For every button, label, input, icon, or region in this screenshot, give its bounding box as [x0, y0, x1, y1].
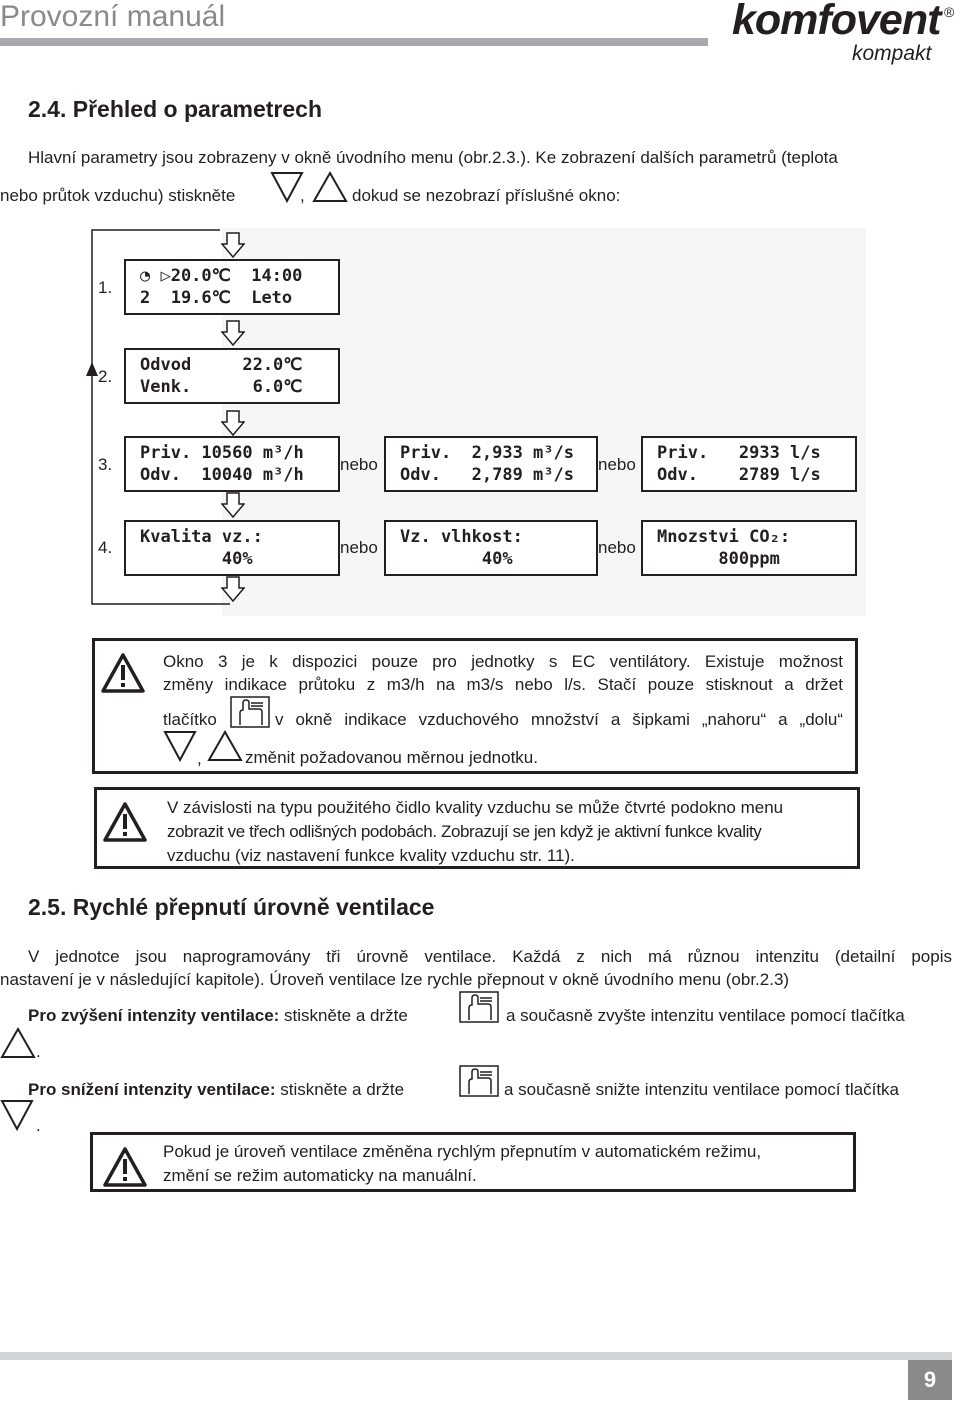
header-rule — [0, 38, 708, 46]
nebo-label: nebo — [340, 455, 378, 474]
down-arrow-icon — [221, 410, 245, 436]
down-arrow-icon — [221, 232, 245, 258]
nebo-label: nebo — [598, 455, 636, 474]
intro-comma: , — [300, 186, 305, 205]
footer-rule — [0, 1352, 952, 1360]
hand-button-icon — [229, 695, 271, 729]
warning-text-line1: Okno 3 je k dispozici pouze pro jednotky s EC ventilátory. Existuje možnost — [163, 652, 843, 671]
lcd-screen-4a: Kvalita vz.: 40% — [124, 520, 340, 576]
down-triangle-icon — [163, 729, 197, 763]
down-triangle-icon — [270, 170, 304, 204]
increase-instruction — [28, 1004, 408, 1028]
warning-triangle-icon — [103, 1147, 147, 1187]
page-number: 9 — [908, 1360, 952, 1400]
warning-text-line3: vzduchu (viz nastavení funkce kvality vzduchu str. 11). — [167, 846, 575, 865]
warning-triangle-icon — [101, 653, 145, 693]
hand-button-icon — [458, 1064, 500, 1098]
warning-comma: , — [197, 749, 202, 768]
warning-text-line2: změny indikace průtoku z m3/h na m3/s nebo l/s. Stačí pouze stisknout a držet — [163, 675, 843, 694]
increase-instruction-text: stiskněte a držte — [284, 1006, 408, 1025]
warning-text-line4: změnit požadovanou měrnou jednotku. — [245, 748, 538, 767]
warning-text-line2: změní se režim automaticky na manuální. — [163, 1166, 477, 1185]
intro-text-line2c: dokud se nezobrazí příslušné okno: — [352, 186, 621, 205]
warning-text-line3b: v okně indikace vzduchového množství a šipkami „nahoru“ a „dolu“ — [275, 710, 843, 729]
decrease-instruction-end: . — [36, 1116, 41, 1135]
intro-text-line1: Hlavní parametry jsou zobrazeny v okně úvodního menu (obr.2.3.). Ke zobrazení dalších parametrů (teplota — [28, 148, 838, 167]
section-heading-2-5: 2.5. Rychlé přepnutí úrovně ventilace — [28, 894, 435, 920]
section-text-line1: V jednotce jsou naprogramovány tři úrovně ventilace. Každá z nich má různou intenzitu (detailní popis — [28, 947, 952, 966]
up-triangle-icon — [312, 170, 348, 204]
warning-text-line1: Pokud je úroveň ventilace změněna rychlým přepnutím v automatickém režimu, — [163, 1142, 762, 1161]
decrease-instruction-label: Pro snížení intenzity ventilace: — [28, 1080, 276, 1099]
section-heading-2-4: 2.4. Přehled o parametrech — [28, 96, 323, 122]
increase-instruction-end: . — [36, 1042, 41, 1061]
warning-text-line2: zobrazit ve třech odlišných podobách. Zobrazují se jen když je aktivní funkce kvality — [167, 822, 762, 841]
up-triangle-icon — [0, 1026, 36, 1060]
registered-mark: ® — [944, 4, 955, 20]
document-title: Provozní manuál — [0, 0, 226, 33]
warning-box-air-quality — [94, 787, 860, 869]
up-triangle-icon — [207, 729, 243, 763]
warning-text-line3a: tlačítko — [163, 710, 217, 729]
brand-logo: komfovent — [732, 0, 941, 44]
screen-number-1: 1. — [98, 278, 113, 297]
intro-text-line2a: nebo průtok vzduchu) stiskněte — [0, 186, 236, 205]
lcd-screen-4b: Vz. vlhkost: 40% — [384, 520, 598, 576]
section-text-line2: nastavení je v následující kapitole). Úroveň ventilace lze rychle přepnout v okně úvodního menu (obr.2.3) — [0, 970, 790, 989]
screen-number-2: 2. — [98, 367, 113, 386]
warning-triangle-icon — [103, 802, 147, 842]
lcd-screen-3b: Priv. 2,933 m³/s Odv. 2,789 m³/s — [384, 436, 598, 492]
lcd-screen-3a: Priv. 10560 m³/h Odv. 10040 m³/h — [124, 436, 340, 492]
nebo-label: nebo — [598, 538, 636, 557]
nebo-label: nebo — [340, 538, 378, 557]
increase-instruction-label: Pro zvýšení intenzity ventilace: — [28, 1006, 280, 1025]
increase-instruction-continued: a současně zvyšte intenzitu ventilace pomocí tlačítka — [506, 1006, 905, 1025]
warning-text-line1: V závislosti na typu použitého čidlo kvality vzduchu se může čtvrté podokno menu — [167, 798, 784, 817]
decrease-instruction-text: stiskněte a držte — [280, 1080, 405, 1099]
lcd-screen-1: ◔ ▷20.0℃ 14:00 2 19.6℃ Leto — [124, 259, 340, 315]
hand-button-icon — [458, 990, 500, 1024]
decrease-instruction-continued: a současně snižte intenzitu ventilace pomocí tlačítka — [504, 1080, 899, 1099]
decrease-instruction — [28, 1078, 404, 1102]
warning-box-auto-mode — [90, 1132, 856, 1192]
down-arrow-icon — [221, 576, 245, 602]
screen-number-4: 4. — [98, 538, 113, 557]
brand-subtitle: kompakt — [852, 42, 932, 65]
lcd-screen-4c: Mnozstvi CO₂: 800ppm — [641, 520, 857, 576]
down-arrow-icon — [221, 320, 245, 346]
warning-box-ec — [92, 638, 858, 774]
down-arrow-icon — [221, 492, 245, 518]
screen-number-3: 3. — [98, 455, 113, 474]
lcd-screen-2: Odvod 22.0℃ Venk. 6.0℃ — [124, 348, 340, 404]
down-triangle-icon — [0, 1098, 34, 1132]
lcd-screen-3c: Priv. 2933 l/s Odv. 2789 l/s — [641, 436, 857, 492]
